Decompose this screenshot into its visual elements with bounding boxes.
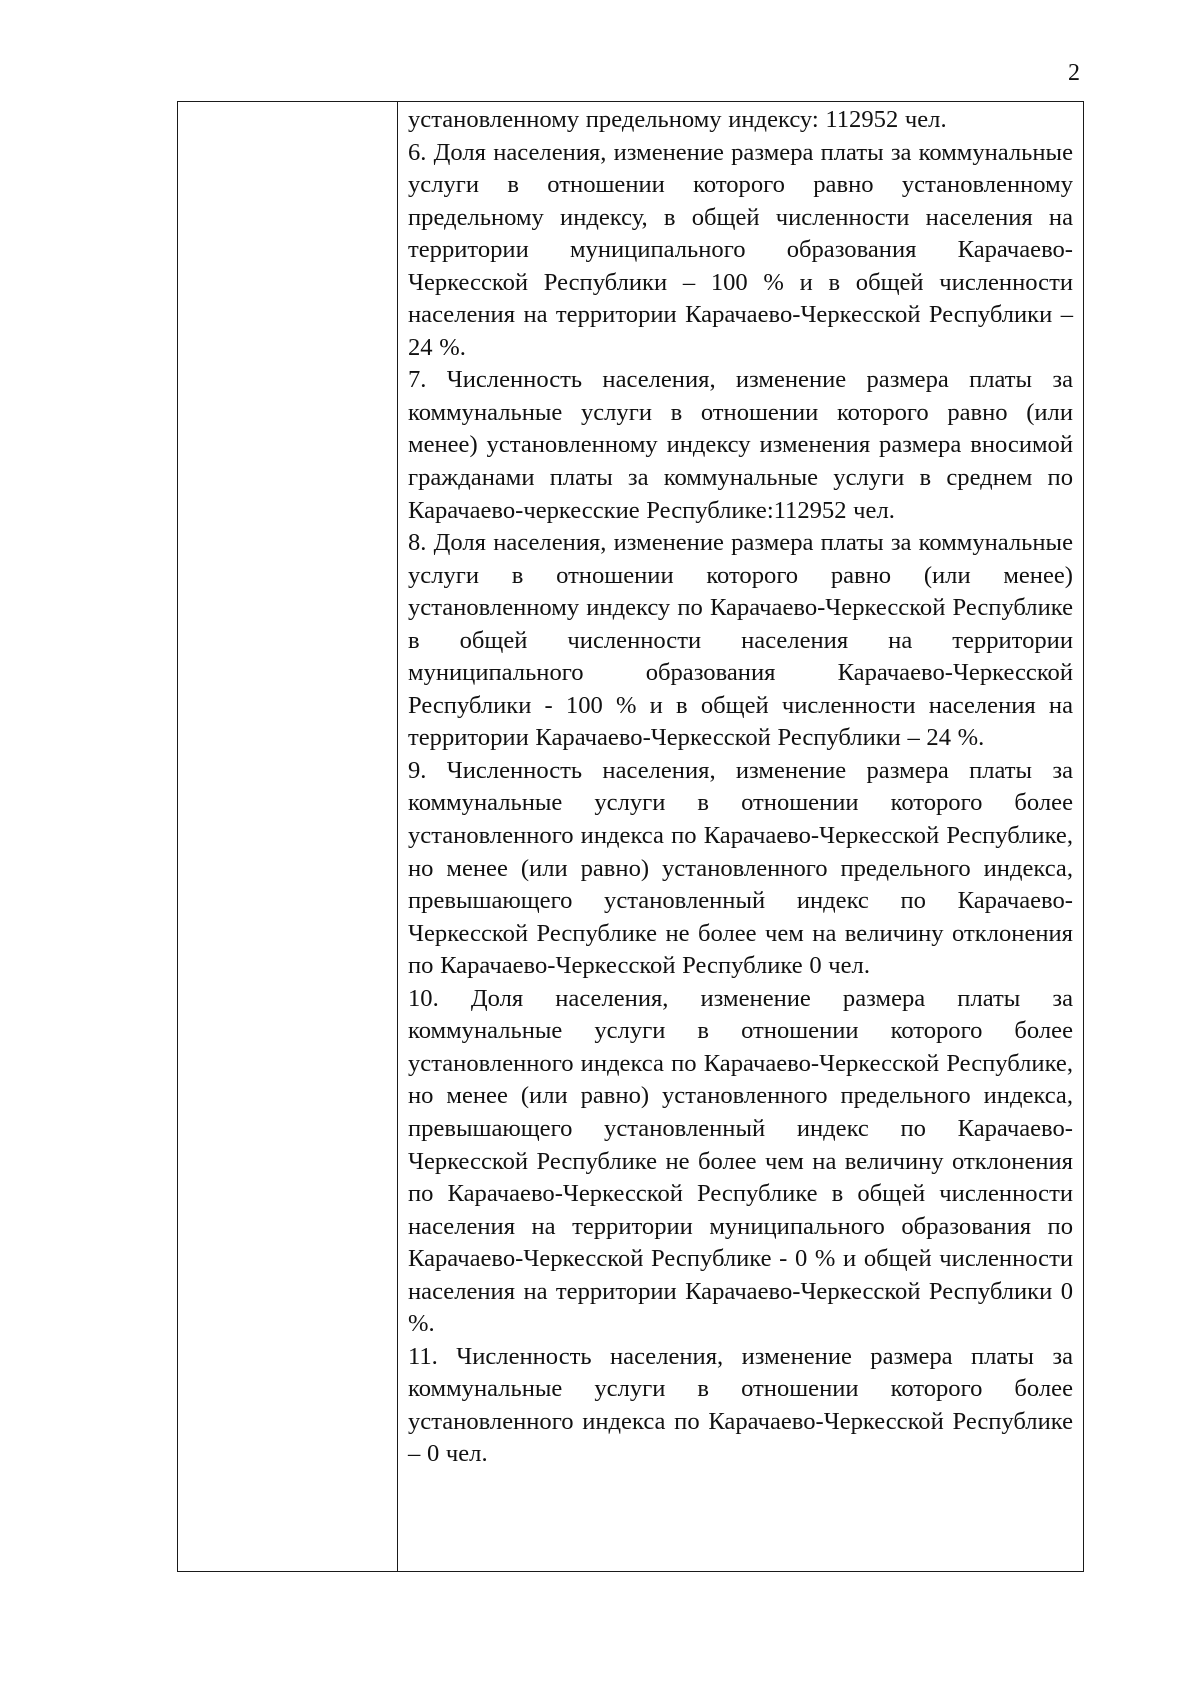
paragraph-continuation: установленному предельному индексу: 112952 чел.	[408, 106, 947, 133]
document-table	[177, 101, 1084, 1572]
paragraph-item-8: 8. Доля населения, изменение размера платы за коммунальные услуги в отношении которого равно (или менее) установленному индексу по Карачаево-Черкесской Республике в общей численности населения на территории муниципального образования Карачаево-Черкесской Республики - 100 % и в общей численности населения на территории Карачаево-Черкесской Республики – 24 %.	[408, 529, 1073, 752]
paragraph-item-11: 11. Численность населения, изменение размера платы за коммунальные услуги в отношении которого более установленного индекса по Карачаево-Черкесской Республике – 0 чел.	[408, 1342, 1073, 1468]
table-left-cell	[178, 102, 398, 1571]
table-right-cell	[398, 102, 1083, 1571]
page-number: 2	[1068, 60, 1080, 86]
paragraph-item-6: 6. Доля населения, изменение размера платы за коммунальные услуги в отношении которого равно установленному предельному индексу, в общей численности населения на территории муниципального образования Карачаево-Черкесской Республики – 100 % и в общей численности населения на территории Карачаево-Черкесской Республики – 24 %.	[408, 138, 1073, 361]
paragraph-item-7: 7. Численность населения, изменение размера платы за коммунальные услуги в отношении которого равно (или менее) установленному индексу изменения размера вносимой гражданами платы за коммунальные услуги в среднем по Карачаево-черкесские Республике:112952 чел.	[408, 366, 1073, 524]
paragraph-item-10: 10. Доля населения, изменение размера платы за коммунальные услуги в отношении которого более установленного индекса по Карачаево-Черкесской Республике, но менее (или равно) установленного предельного индекса, превышающего установленный индекс по Карачаево-Черкесской Республике не более чем на величину отклонения по Карачаево-Черкесской Республике в общей численности населения на территории муниципального образования по Карачаево-Черкесской Республике - 0 % и общей численности населения на территории Карачаево-Черкесской Республики 0 %.	[408, 984, 1073, 1338]
paragraph-item-9: 9. Численность населения, изменение размера платы за коммунальные услуги в отношении которого более установленного индекса по Карачаево-Черкесской Республике, но менее (или равно) установленного предельного индекса, превышающего установленный индекс по Карачаево-Черкесской Республике не более чем на величину отклонения по Карачаево-Черкесской Республике 0 чел.	[408, 756, 1073, 980]
